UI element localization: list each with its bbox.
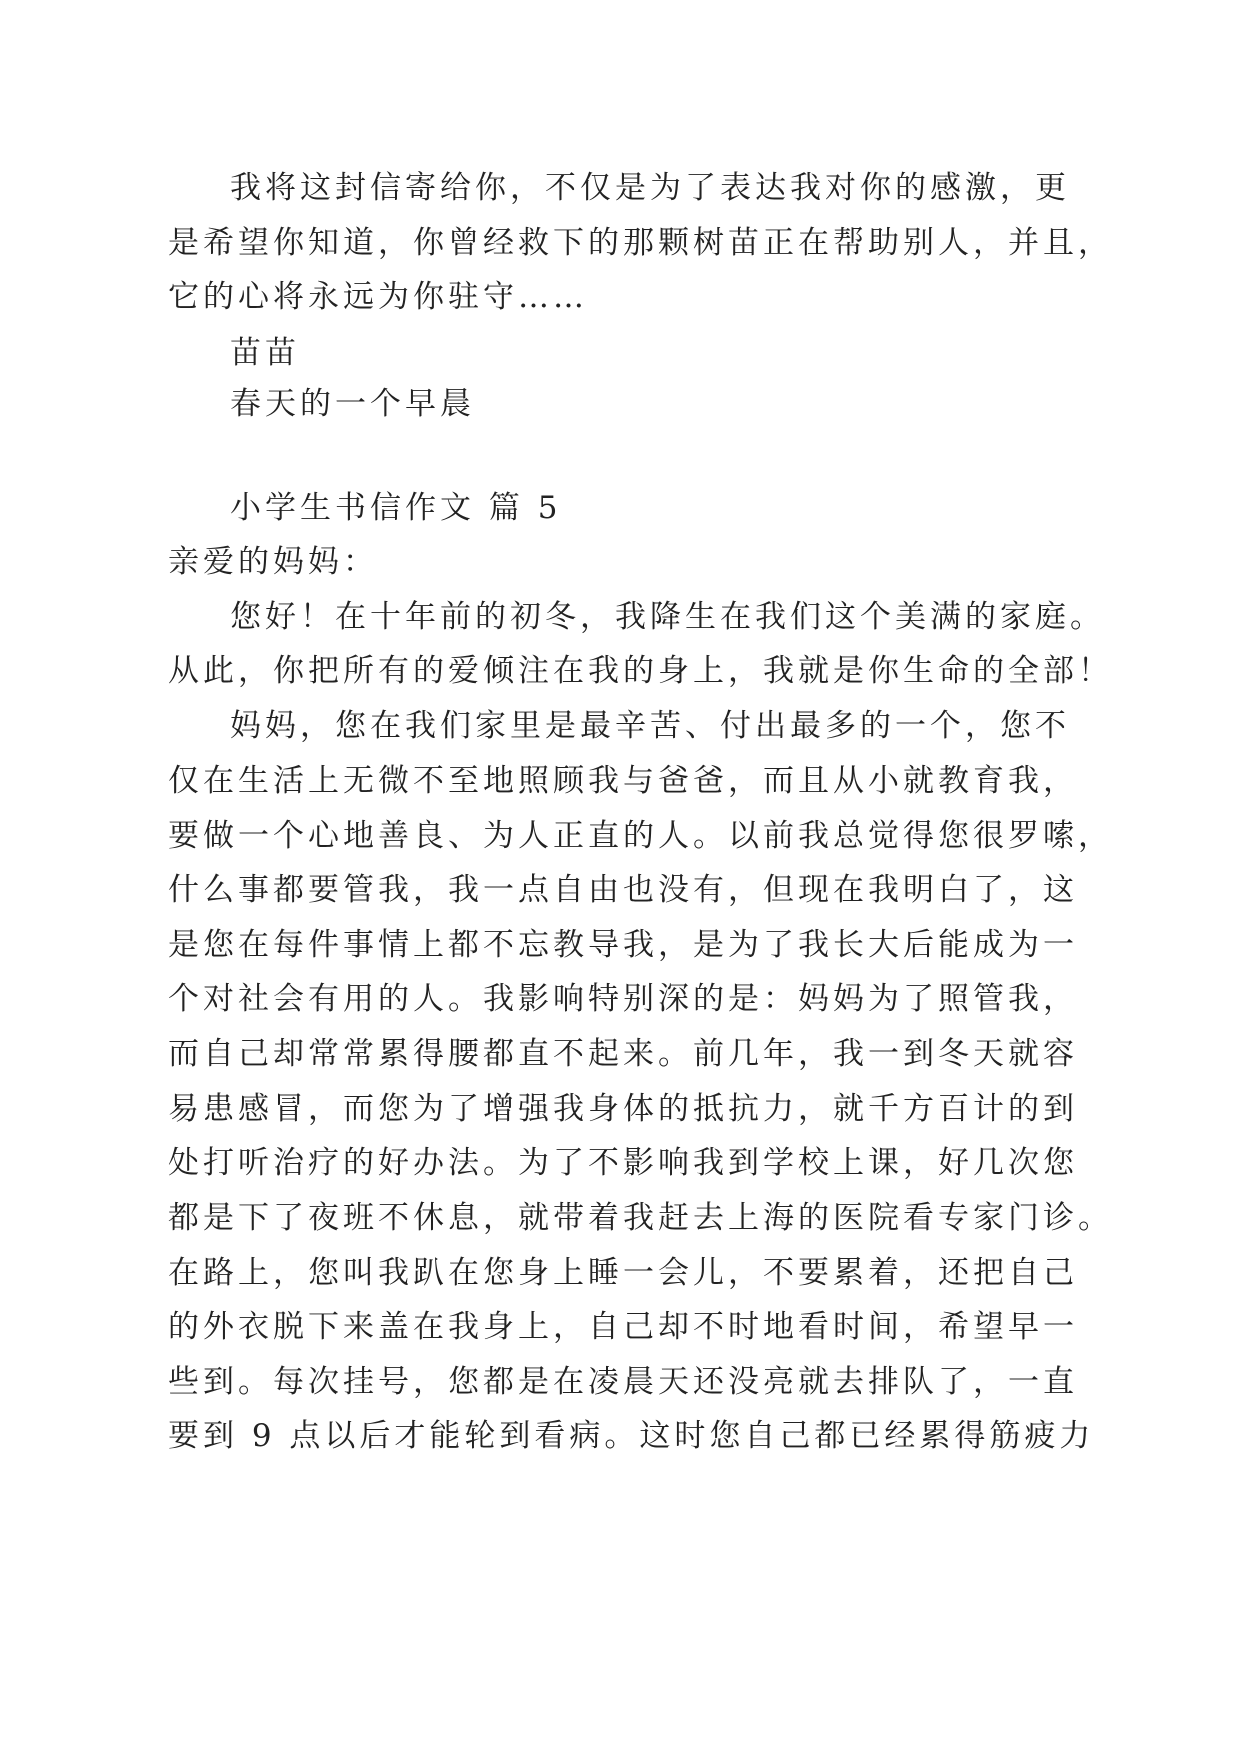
paragraph2-line-12: 的外衣脱下来盖在我身上，自己却不时地看时间，希望早一	[168, 1309, 1078, 1345]
paragraph2-line-13: 些到。每次挂号，您都是在凌晨天还没亮就去排队了，一直	[168, 1364, 1078, 1400]
paragraph2-line-3: 要做一个心地善良、为人正直的人。以前我总觉得您很罗嗦，	[168, 818, 1113, 854]
paragraph2-line-8: 易患感冒，而您为了增强我身体的抵抗力，就千方百计的到	[168, 1091, 1078, 1127]
paragraph2-line-14: 要到 9 点以后才能轮到看病。这时您自己都已经累得筋疲力	[168, 1418, 1095, 1454]
paragraph2-line-2: 仅在生活上无微不至地照顾我与爸爸，而且从小就教育我，	[168, 763, 1078, 799]
letter1-date: 春天的一个早晨	[230, 386, 475, 422]
paragraph2-line-5: 是您在每件事情上都不忘教导我，是为了我长大后能成为一	[168, 927, 1078, 963]
section-title: 小学生书信作文 篇 5	[230, 490, 562, 526]
paragraph2-line-10: 都是下了夜班不休息，就带着我赶去上海的医院看专家门诊。	[168, 1200, 1113, 1236]
paragraph1-line-2: 从此，你把所有的爱倾注在我的身上，我就是你生命的全部！	[168, 653, 1113, 689]
letter1-line-1: 我将这封信寄给你，不仅是为了表达我对你的感激，更	[230, 170, 1070, 206]
paragraph2-line-9: 处打听治疗的好办法。为了不影响我到学校上课，好几次您	[168, 1145, 1078, 1181]
letter1-line-3: 它的心将永远为你驻守……	[168, 279, 588, 315]
paragraph2-line-11: 在路上，您叫我趴在您身上睡一会儿，不要累着，还把自己	[168, 1255, 1078, 1291]
salutation: 亲爱的妈妈：	[168, 544, 378, 580]
paragraph2-line-6: 个对社会有用的人。我影响特别深的是：妈妈为了照管我，	[168, 981, 1078, 1017]
paragraph2-line-4: 什么事都要管我，我一点自由也没有，但现在我明白了，这	[168, 872, 1078, 908]
letter1-line-2: 是希望你知道，你曾经救下的那颗树苗正在帮助别人，并且，	[168, 225, 1113, 261]
letter1-signature: 苗苗	[230, 335, 300, 371]
paragraph2-line-7: 而自己却常常累得腰都直不起来。前几年，我一到冬天就容	[168, 1036, 1078, 1072]
paragraph1-line-1: 您好！在十年前的初冬，我降生在我们这个美满的家庭。	[230, 599, 1105, 635]
paragraph2-line-1: 妈妈，您在我们家里是最辛苦、付出最多的一个，您不	[230, 708, 1070, 744]
